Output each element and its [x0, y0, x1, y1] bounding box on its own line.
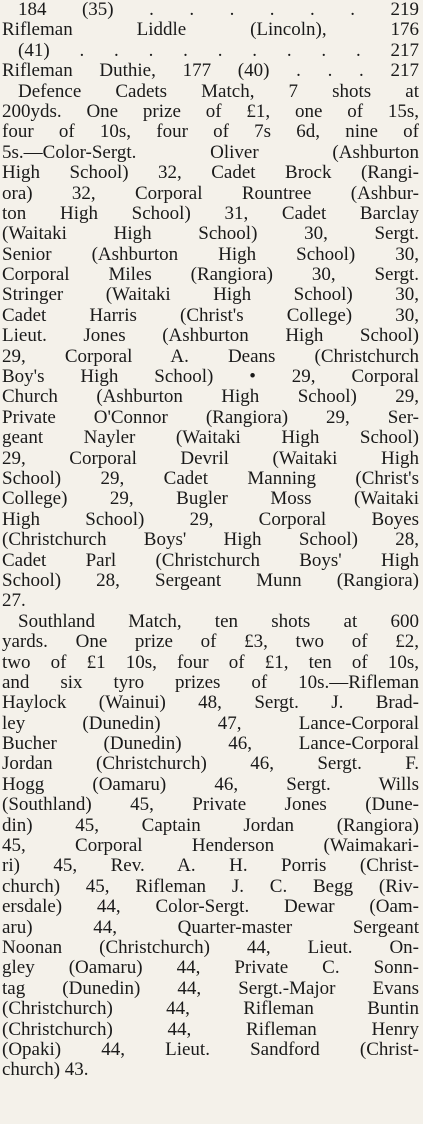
- results-line: ley (Dunedin) 47, Lance-Corporal: [2, 713, 419, 734]
- results-line: Church (Ashburton High School) 29,: [2, 387, 419, 408]
- results-line: (Southland) 45, Private Jones (Dune-: [2, 795, 419, 816]
- results-line: aru) 44, Quarter-master Sergeant: [2, 917, 419, 938]
- results-line: Rifleman Liddle (Lincoln), 176: [2, 20, 419, 41]
- results-line: (Christchurch) 44, Rifleman Henry: [2, 1019, 419, 1040]
- results-line: 200yds. One prize of £1, one of 15s,: [2, 101, 419, 122]
- results-line: Noonan (Christchurch) 44, Lieut. On-: [2, 937, 419, 958]
- results-line: Bucher (Dunedin) 46, Lance-Corporal: [2, 734, 419, 755]
- results-line: ton High School) 31, Cadet Barclay: [2, 203, 419, 224]
- results-line: Stringer (Waitaki High School) 30,: [2, 285, 419, 306]
- results-line: tag (Dunedin) 44, Sergt.-Major Evans: [2, 978, 419, 999]
- results-line: (Waitaki High School) 30, Sergt.: [2, 224, 419, 245]
- results-line: Cadet Parl (Christchurch Boys' High: [2, 550, 419, 571]
- results-line: Senior (Ashburton High School) 30,: [2, 244, 419, 265]
- results-line: ri) 45, Rev. A. H. Porris (Christ-: [2, 856, 419, 877]
- results-line: Jordan (Christchurch) 46, Sergt. F.: [2, 754, 419, 775]
- southland-match-heading-line: Southland Match, ten shots at 600: [18, 611, 419, 632]
- results-line: Haylock (Wainui) 48, Sergt. J. Brad-: [2, 693, 419, 714]
- results-line: 45, Corporal Henderson (Waimakari-: [2, 836, 419, 857]
- results-line: (Opaki) 44, Lieut. Sandford (Christ-: [2, 1039, 419, 1060]
- results-line: School) 28, Sergeant Munn (Rangiora): [2, 570, 419, 591]
- results-line: ersdale) 44, Color-Sergt. Dewar (Oam-: [2, 897, 419, 918]
- results-line: geant Nayler (Waitaki High School): [2, 428, 419, 449]
- results-line: Private O'Connor (Rangiora) 29, Ser-: [2, 407, 419, 428]
- defence-cadets-match-heading-line: Defence Cadets Match, 7 shots at: [18, 81, 419, 102]
- results-line: gley (Oamaru) 44, Private C. Sonn-: [2, 958, 419, 979]
- results-line: High School) 29, Corporal Boyes: [2, 509, 419, 530]
- results-line: two of £1 10s, four of £1, ten of 10s,: [2, 652, 419, 673]
- results-line: church) 45, Rifleman J. C. Begg (Riv-: [2, 876, 419, 897]
- results-line: Rifleman Duthie, 177 (40) . . . 217: [2, 61, 419, 82]
- results-line: yards. One prize of £3, two of £2,: [2, 632, 419, 653]
- results-line: din) 45, Captain Jordan (Rangiora): [2, 815, 419, 836]
- results-line: 29, Corporal Devril (Waitaki High: [2, 448, 419, 469]
- results-line: (41) . . . . . . . . . 217: [18, 40, 419, 61]
- results-line: church) 43.: [2, 1060, 89, 1081]
- results-line: four of 10s, four of 7s 6d, nine of: [2, 122, 419, 143]
- results-line: 29, Corporal A. Deans (Christchurch: [2, 346, 419, 367]
- results-line: 5s.—Color-Sergt. Oliver (Ashburton: [2, 142, 419, 163]
- results-line: College) 29, Bugler Moss (Waitaki: [2, 489, 419, 510]
- results-line: 184 (35) . . . . . . 219: [18, 0, 419, 20]
- results-line: (Christchurch) 44, Rifleman Buntin: [2, 999, 419, 1020]
- results-line: ora) 32, Corporal Rountree (Ashbur-: [2, 183, 419, 204]
- results-line: High School) 32, Cadet Brock (Rangi-: [2, 163, 419, 184]
- results-line: Corporal Miles (Rangiora) 30, Sergt.: [2, 265, 419, 286]
- results-line: 27.: [2, 591, 26, 612]
- results-line: Cadet Harris (Christ's College) 30,: [2, 305, 419, 326]
- results-line: Lieut. Jones (Ashburton High School): [2, 326, 419, 347]
- results-line: Hogg (Oamaru) 46, Sergt. Wills: [2, 774, 419, 795]
- results-line: (Christchurch Boys' High School) 28,: [2, 530, 419, 551]
- results-line: Boy's High School) • 29, Corporal: [2, 367, 419, 388]
- results-line: and six tyro prizes of 10s.—Rifleman: [2, 672, 419, 693]
- results-line: School) 29, Cadet Manning (Christ's: [2, 468, 419, 489]
